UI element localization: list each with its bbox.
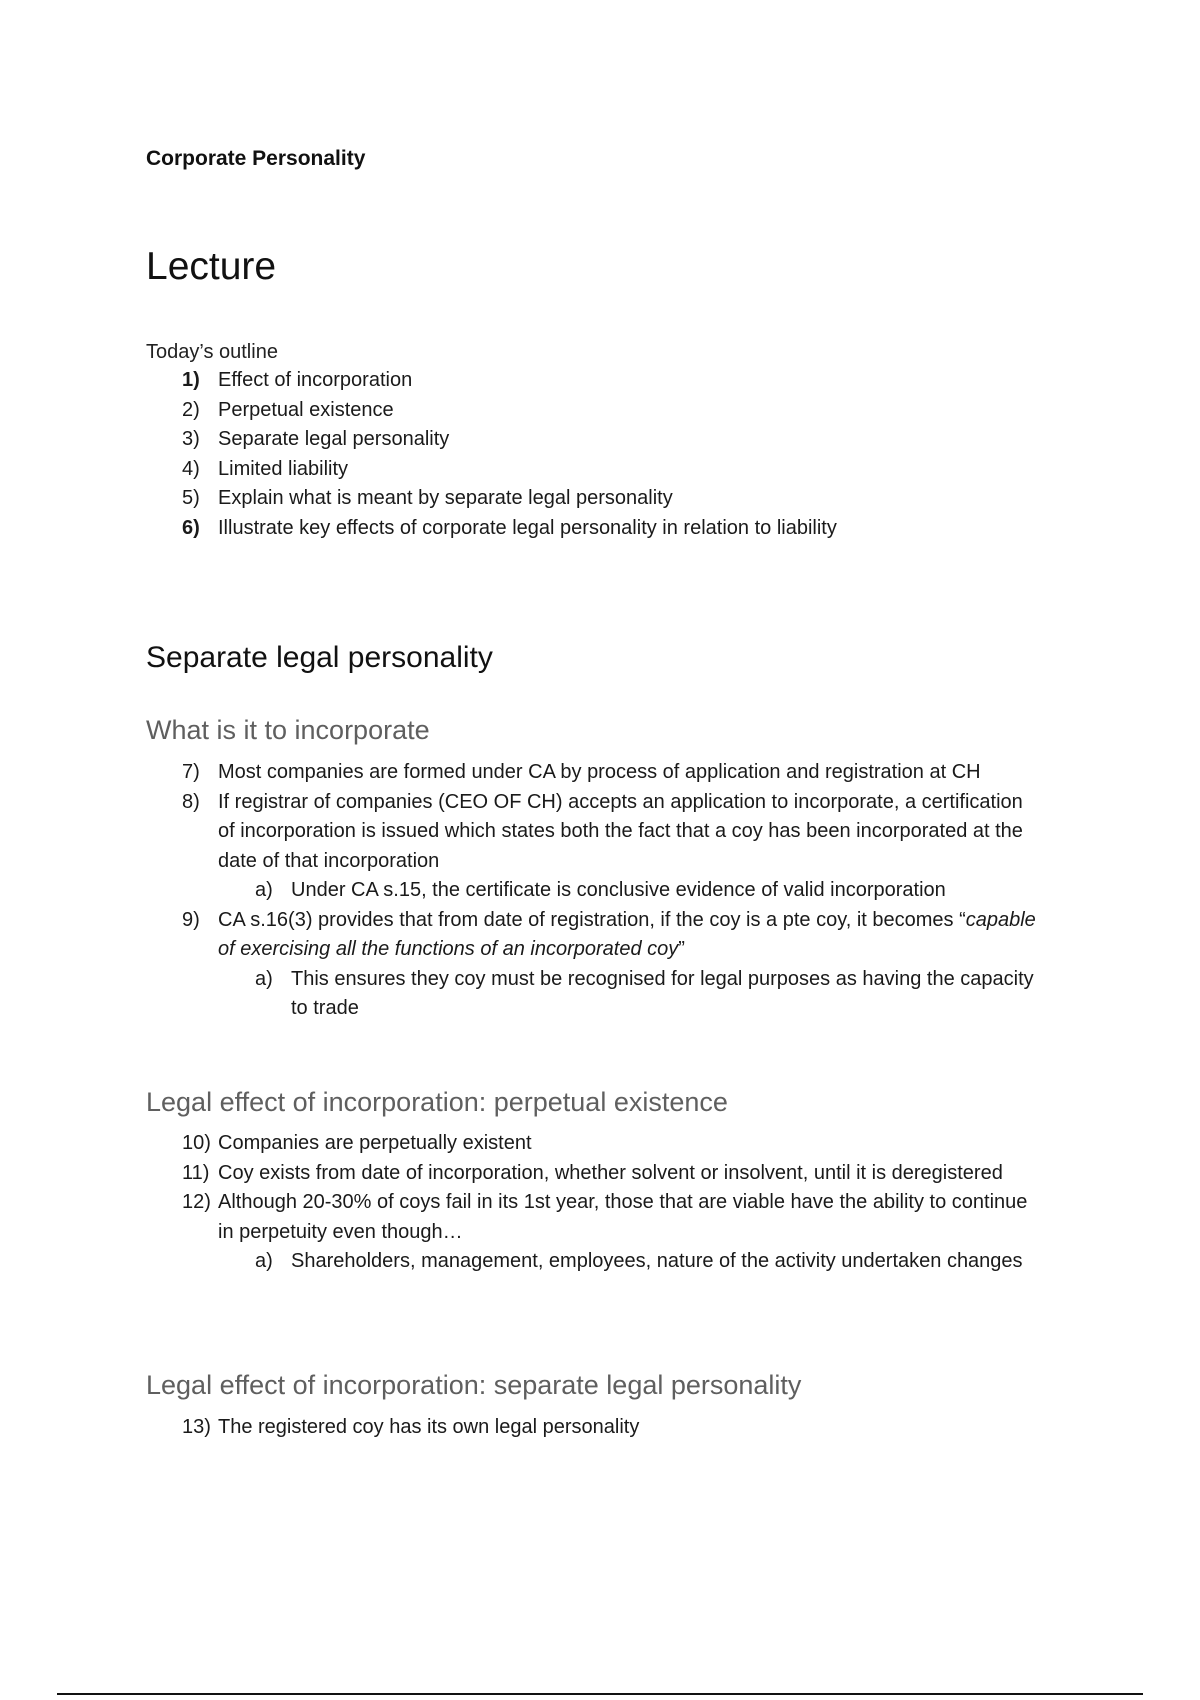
list-item	[182, 1188, 1122, 1247]
list-number: 12)	[182, 1191, 211, 1213]
list-text	[182, 906, 1038, 965]
list-text: Limited liability	[218, 457, 349, 480]
list-item	[182, 455, 1082, 485]
subsection-list	[182, 1129, 1122, 1277]
list-text: Companies are perpetually existent	[218, 1132, 532, 1154]
list-number: 3)	[182, 428, 200, 450]
list-number: a)	[255, 967, 273, 990]
list-text: Separate legal personality	[218, 428, 450, 450]
list-text: Shareholders, management, employees, nature of the activity undertaken changes	[291, 1250, 1023, 1272]
list-text-part: CA s.16(3) provides that from date of registration, if the coy is a pte coy, it becomes “	[218, 908, 966, 931]
outline-label: Today’s outline	[146, 341, 278, 363]
list-item	[182, 366, 1082, 396]
list-number: a)	[255, 1250, 273, 1272]
section-heading: Separate legal personality	[146, 641, 493, 674]
list-number: 11)	[182, 1161, 210, 1184]
list-text: Coy exists from date of incorporation, whether solvent or insolvent, until it is deregistered	[218, 1161, 1003, 1184]
list-text: Although 20-30% of coys fail in its 1st year, those that are viable have the ability to continue in perpetuity even though…	[218, 1191, 1028, 1243]
list-item	[182, 906, 1102, 965]
list-item	[182, 1159, 1122, 1189]
list-text: Most companies are formed under CA by process of application and registration at CH	[218, 761, 981, 783]
list-item	[182, 788, 1102, 877]
heading-lecture: Lecture	[146, 245, 277, 288]
list-number: 8)	[182, 790, 200, 813]
list-text-part: ”	[678, 938, 685, 960]
list-item	[182, 1129, 1122, 1159]
subsection-heading: Legal effect of incorporation: perpetual existence	[146, 1087, 728, 1117]
list-number: 4)	[182, 457, 200, 480]
list-item	[182, 425, 1082, 455]
list-number: 6)	[182, 516, 200, 539]
subsection-heading: What is it to incorporate	[146, 715, 430, 745]
list-number: 9)	[182, 908, 200, 931]
list-number: 1)	[182, 369, 200, 391]
list-text: Effect of incorporation	[218, 369, 413, 391]
list-text: Under CA s.15, the certificate is conclusive evidence of valid incorporation	[291, 879, 946, 901]
subsection-heading: Legal effect of incorporation: separate legal personality	[146, 1370, 802, 1400]
subsection-list	[182, 758, 1102, 1024]
list-text: Explain what is meant by separate legal personality	[218, 487, 673, 509]
outline-list	[182, 366, 1082, 543]
list-item	[182, 396, 1082, 426]
list-number: 5)	[182, 487, 200, 509]
list-item	[182, 1413, 1102, 1443]
list-item	[255, 876, 1102, 906]
list-number: a)	[255, 879, 273, 901]
list-number: 10)	[182, 1132, 211, 1154]
list-number: 13)	[182, 1416, 211, 1438]
list-text: Perpetual existence	[218, 398, 394, 421]
list-number: 2)	[182, 398, 200, 421]
page-bottom-rule	[57, 1693, 1143, 1695]
quoted-text: capable of exercising all the functions of an incorporated coy	[218, 908, 1036, 960]
list-item	[182, 484, 1082, 514]
list-item	[182, 758, 1102, 788]
list-text: If registrar of companies (CEO OF CH) accepts an application to incorporate, a certification of incorporation is issued which states both the fact that a coy has been incorporated at the date of that incorporation	[218, 790, 1023, 872]
list-text: This ensures they coy must be recognised for legal purposes as having the capacity to trade	[291, 967, 1034, 1019]
list-item	[255, 1247, 1122, 1277]
list-number: 7)	[182, 761, 200, 783]
list-text: Illustrate key effects of corporate legal personality in relation to liability	[218, 516, 837, 539]
list-text: The registered coy has its own legal personality	[218, 1416, 640, 1438]
subsection-list	[182, 1413, 1102, 1443]
list-item	[255, 965, 1102, 1024]
document-title: Corporate Personality	[146, 147, 366, 170]
list-item	[182, 514, 1082, 544]
